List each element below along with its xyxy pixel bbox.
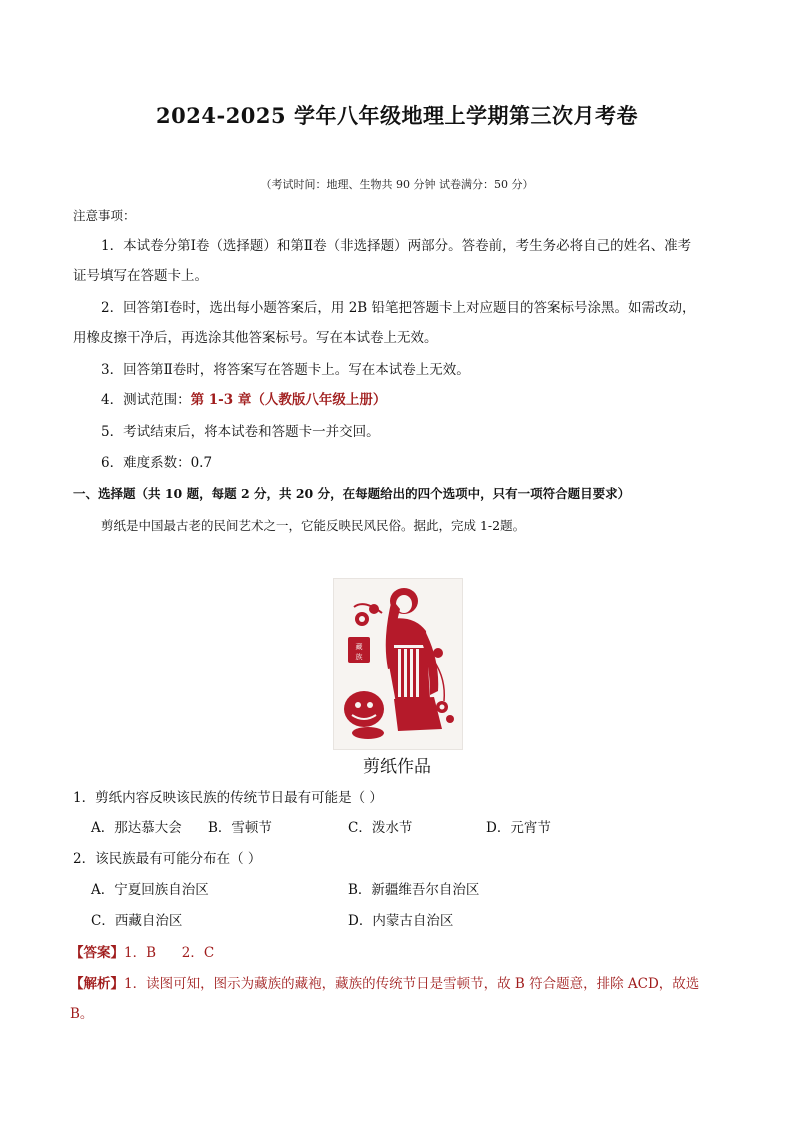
analysis-line-1 [70, 974, 699, 994]
analysis-text-1: 1．读图可知，图示为藏族的藏袍，藏族的传统节日是雪顿节，故 B 符合题意，排除 ACD，故选 [124, 976, 700, 992]
notice-2-line-2: 用橡皮擦干净后，再选涂其他答案标号。写在本试卷上无效。 [73, 330, 438, 346]
section-1-heading: 一、选择题（共 10 题，每题 2 分，共 20 分，在每题给出的四个选项中，只有一项符合题目要求） [73, 486, 631, 501]
question-2-option-a: A．宁夏回族自治区 [91, 882, 209, 898]
question-1-option-b: B．雪顿节 [208, 820, 272, 836]
question-2-stem: 2．该民族最有可能分布在（ ） [73, 851, 262, 867]
exam-info: （考试时间：地理、生物共 90 分钟 试卷满分：50 分） [260, 178, 534, 191]
question-1-option-c: C．泼水节 [348, 820, 413, 836]
question-2-option-c: C．西藏自治区 [91, 913, 183, 929]
notice-1-line-2: 证号填写在答题卡上。 [73, 268, 208, 284]
question-intro: 剪纸是中国最古老的民间艺术之一，它能反映民风民俗。据此，完成 1-2题。 [101, 518, 526, 533]
analysis-label: 【解析】 [70, 976, 124, 992]
stamp-text-1: 藏 [355, 643, 363, 651]
notice-heading: 注意事项： [73, 208, 136, 223]
analysis-line-2: B。 [70, 1006, 94, 1022]
papercut-image [333, 578, 463, 750]
notice-2-line-1: 2．回答第Ⅰ卷时，选出每小题答案后，用 2B 铅笔把答题卡上对应题目的答案标号涂黑。如需改动， [101, 300, 696, 316]
notice-6: 6．难度系数：0.7 [101, 455, 213, 471]
notice-5: 5．考试结束后，将本试卷和答题卡一并交回。 [101, 424, 380, 440]
answer-line [70, 943, 214, 963]
notice-1-line-1: 1．本试卷分第Ⅰ卷（选择题）和第Ⅱ卷（非选择题）两部分。答卷前，考生务必将自己的姓名、准考 [101, 238, 692, 254]
question-2-option-b: B．新疆维吾尔自治区 [348, 882, 480, 898]
question-1-stem: 1．剪纸内容反映该民族的传统节日最有可能是（ ） [73, 790, 383, 806]
answer-label: 【答案】 [70, 945, 124, 961]
notice-4 [101, 390, 386, 410]
papercut-illustration [334, 579, 462, 749]
question-1-option-d: D．元宵节 [486, 820, 551, 836]
notice-4-prefix: 4．测试范围： [101, 392, 191, 408]
page-title: 2024-2025 学年八年级地理上学期第三次月考卷 [156, 103, 638, 128]
figure-caption: 剪纸作品 [363, 757, 431, 777]
notice-3: 3．回答第Ⅱ卷时，将答案写在答题卡上。写在本试卷上无效。 [101, 362, 470, 378]
question-1-option-a: A．那达慕大会 [91, 820, 182, 836]
test-range: 第 1-3 章（人教版八年级上册） [190, 392, 387, 408]
question-2-option-d: D．内蒙古自治区 [348, 913, 454, 929]
answer-text: 1．B 2．C [124, 945, 215, 961]
stamp-text-2: 族 [355, 653, 363, 661]
